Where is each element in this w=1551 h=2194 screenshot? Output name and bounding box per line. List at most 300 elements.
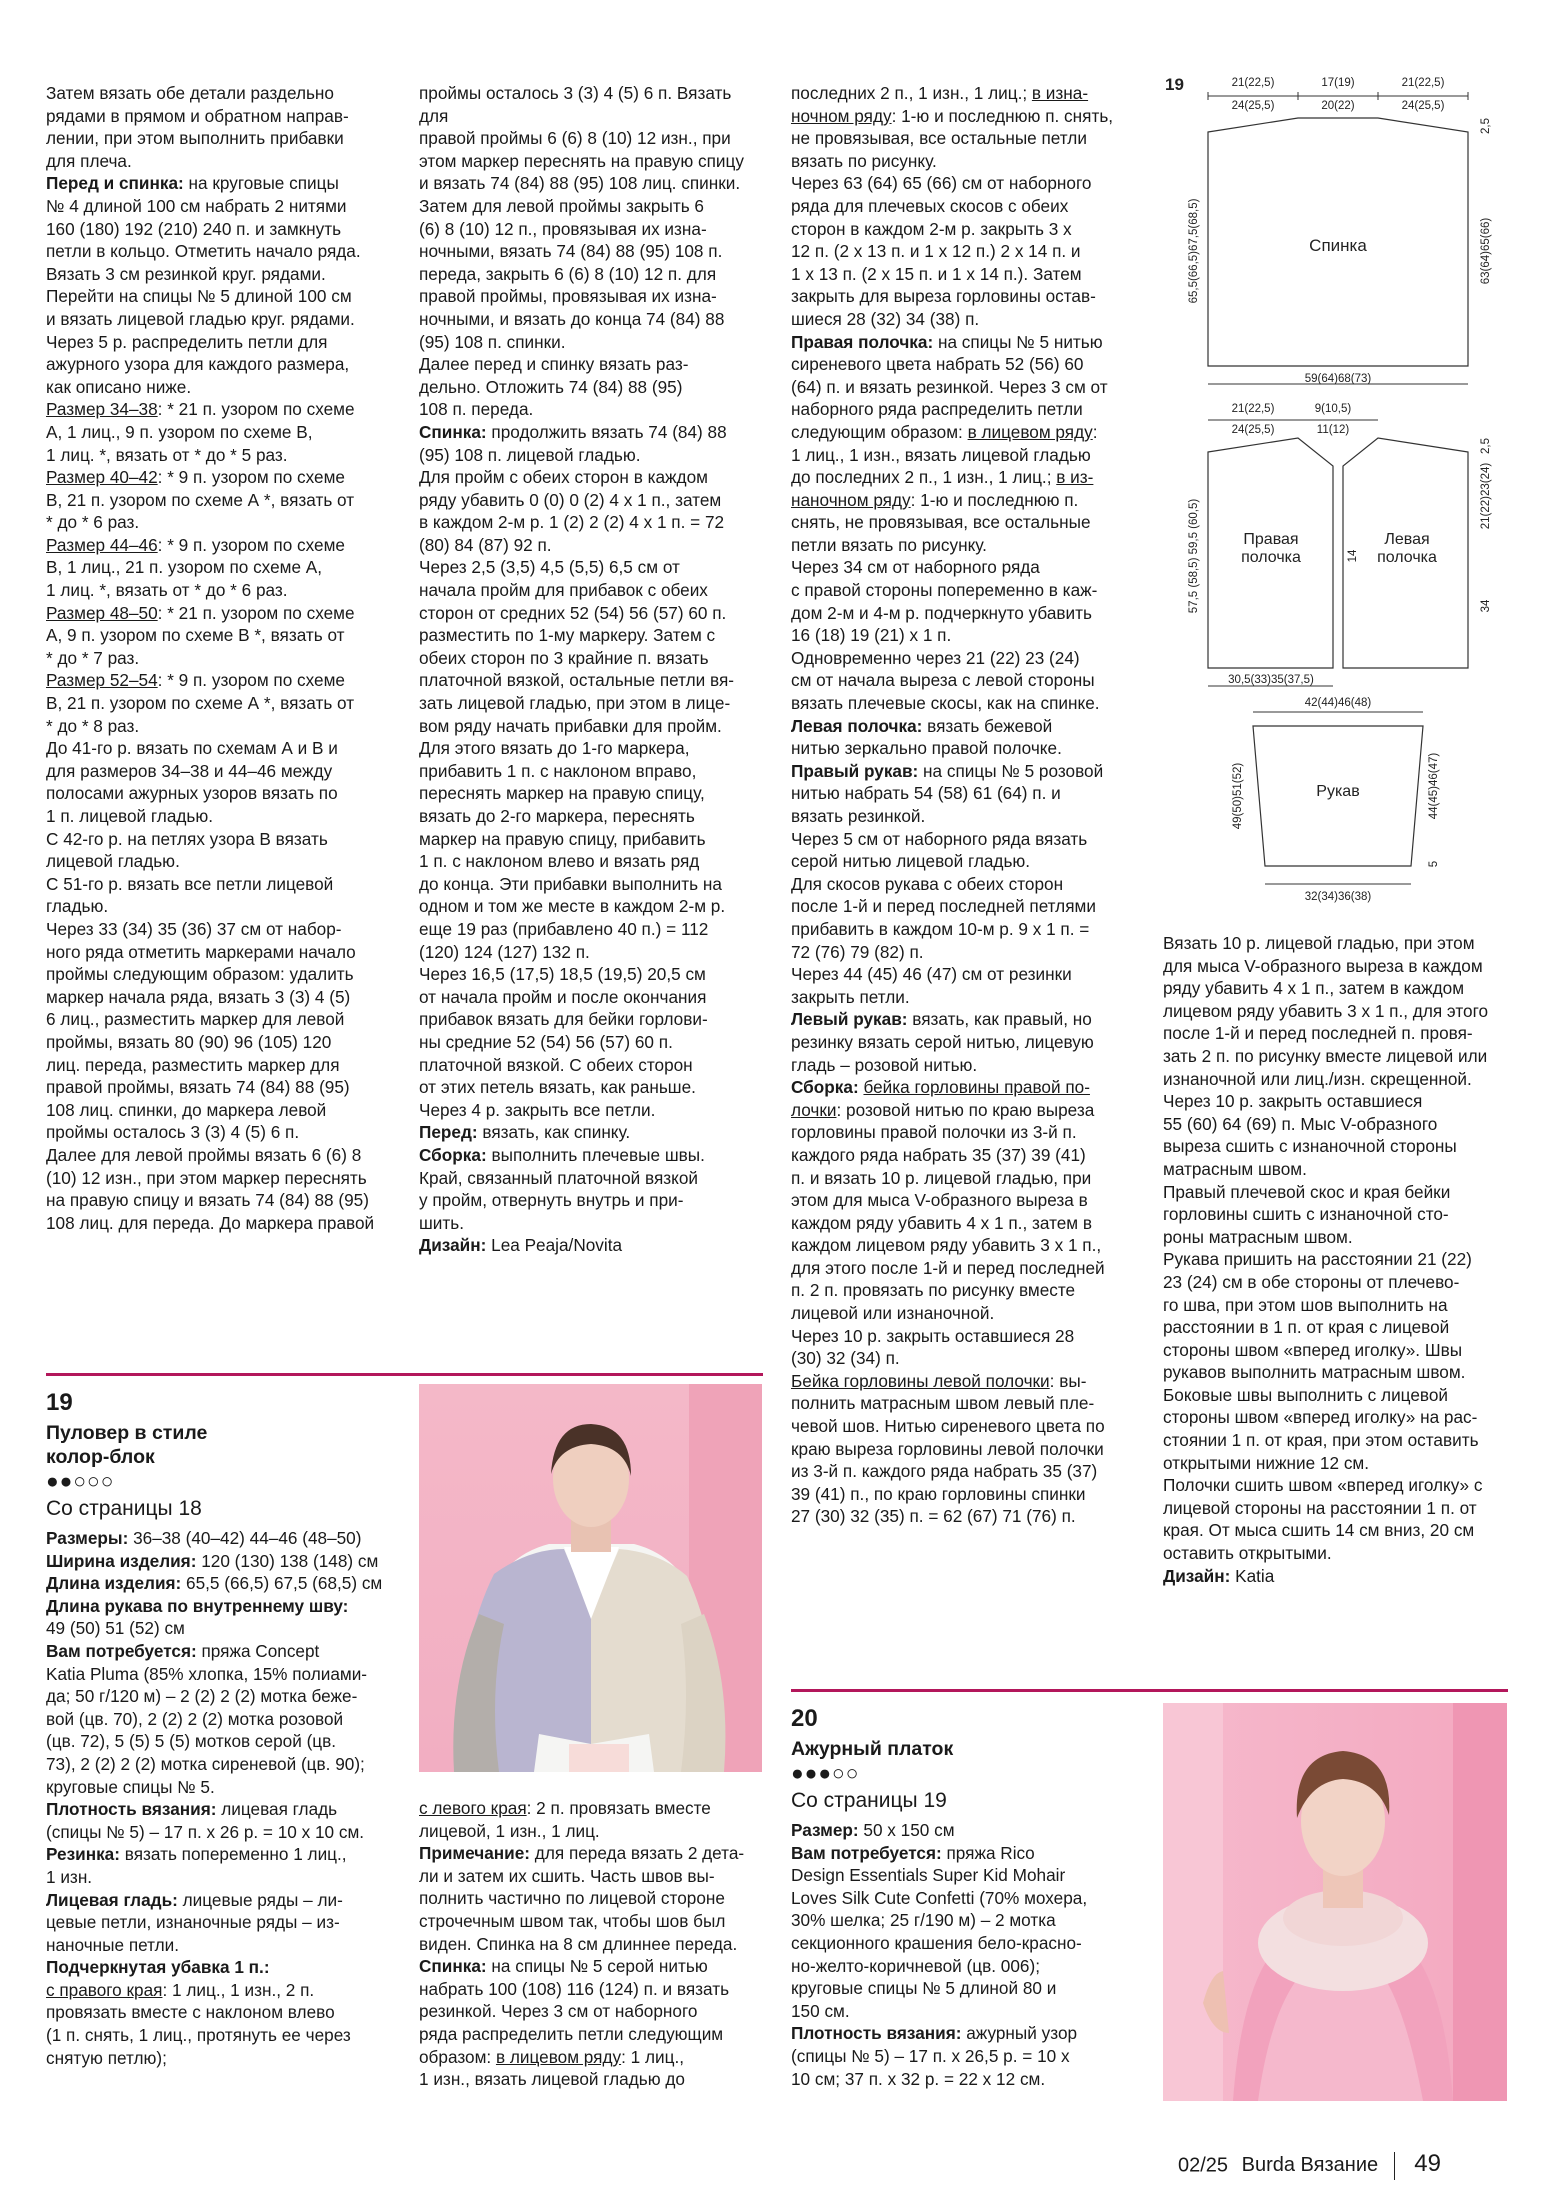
text-line: нитью зеркально правой полочке. [791, 738, 1062, 759]
text-line: (цв. 72), 5 (5) 5 (5) мотков серой (цв. [46, 1731, 337, 1752]
project-19-specs [46, 1527, 396, 2069]
text-line: Через 10 р. закрыть оставшиеся [1163, 1091, 1423, 1112]
text-line: горловины сшить с изнаночной сто- [1163, 1204, 1449, 1225]
text-line: Размер 34–38: * 21 п. узором по схеме [46, 399, 355, 420]
text-line: Длина рукава по внутреннему шву: [46, 1595, 349, 1616]
text-line: ны средние 52 (54) 56 (57) 60 п. [419, 1031, 673, 1052]
svg-text:24(25,5): 24(25,5) [1231, 100, 1275, 112]
svg-text:21(22,5): 21(22,5) [1231, 77, 1275, 89]
magazine-name: Burda Вязание [1241, 2154, 1379, 2177]
text-line: как описано ниже. [46, 376, 192, 397]
project-title: Ажурный платок [791, 1738, 954, 1760]
text-line: ряда распределить петли следующим [419, 2023, 724, 2044]
text-line: этом маркер переснять на правую спицу [419, 150, 744, 171]
svg-text:44(45)46(47): 44(45)46(47) [1428, 752, 1440, 820]
svg-text:21(22)23(24): 21(22)23(24) [1480, 462, 1492, 530]
text-line: 16 (18) 19 (21) х 1 п. [791, 625, 952, 646]
svg-text:2,5: 2,5 [1480, 438, 1492, 454]
text-line: Бейка горловины левой полочки: вы- [791, 1370, 1087, 1391]
text-line: зать лицевой гладью, при этом в лице- [419, 693, 731, 714]
text-line: прибавить 1 п. с наклоном вправо, [419, 760, 697, 781]
text-line: Ширина изделия: 120 (130) 138 (148) см [46, 1550, 379, 1571]
project-title: Пуловер в стиле [46, 1422, 208, 1444]
page-number: 49 [1414, 2150, 1441, 2178]
text-line: разместить по 1-му маркеру. Затем с [419, 625, 716, 646]
text-line: ли и затем их сшить. Часть швов вы- [419, 1865, 715, 1886]
text-line: снятую петлю); [46, 2047, 167, 2068]
svg-text:34: 34 [1480, 599, 1492, 613]
text-line: * до * 6 раз. [46, 512, 140, 533]
text-line: роны матрасным швом. [1163, 1226, 1353, 1247]
text-line: ночными, и вязать до конца 74 (84) 88 [419, 308, 725, 329]
svg-text:21(22,5): 21(22,5) [1401, 77, 1445, 89]
text-line: Плотность вязания: ажурный узор [791, 2023, 1078, 2044]
text-line: лицевой гладью. [46, 851, 180, 872]
text-line: А, 9 п. узором по схеме В *, вязать от [46, 625, 345, 646]
text-line: Размер 44–46: * 9 п. узором по схеме [46, 534, 345, 555]
svg-text:5: 5 [1428, 860, 1440, 868]
text-line: Через 63 (64) 65 (66) см от наборного [791, 173, 1092, 194]
text-line: вязать плечевые скосы, как на спинке. [791, 693, 1100, 714]
svg-text:57,5 (58,5) 59,5 (60,5): 57,5 (58,5) 59,5 (60,5) [1188, 498, 1200, 614]
text-line: цевые петли, изнаночные ряды – из- [46, 1912, 340, 1933]
text-line: Одновременно через 21 (22) 23 (24) [791, 647, 1080, 668]
text-line: Размер 48–50: * 21 п. узором по схеме [46, 602, 355, 623]
text-line: для мыса V-образного выреза в каждом [1163, 955, 1483, 976]
text-line: набрать 100 (108) 116 (124) п. и вязать [419, 1978, 730, 1999]
text-line: Край, связанный платочной вязкой [419, 1167, 699, 1188]
text-line: резинкой. Через 3 см от наборного [419, 2001, 698, 2022]
text-line: Спинка: на спицы № 5 серой нитью [419, 1956, 708, 1977]
text-line: и вязать 74 (84) 88 (95) 108 лиц. спинки. [419, 173, 741, 194]
text-line: Левая полочка: вязать бежевой [791, 715, 1053, 736]
back-label: Спинка [1309, 236, 1367, 255]
project-number: 19 [46, 1389, 73, 1416]
text-column-2-bottom [419, 1797, 763, 2091]
text-line: А, 1 лиц., 9 п. узором по схеме В, [46, 421, 313, 442]
text-column-4 [1163, 932, 1508, 1587]
text-line: 1 х 13 п. (2 х 15 п. и 1 х 14 п.). Затем [791, 263, 1082, 284]
text-line: края. От мыса сшить 14 см вниз, 20 см [1163, 1520, 1475, 1541]
text-line: 150 см. [791, 2000, 850, 2021]
photo-shawl [1163, 1703, 1507, 2101]
text-line: еще 19 раз (прибавлено 40 п.) = 112 [419, 918, 709, 939]
text-line: лочки: розовой нитью по краю выреза [791, 1099, 1095, 1120]
text-line: В, 21 п. узором по схеме А *, вязать от [46, 489, 355, 510]
text-line: Размер: 50 х 150 см [791, 1820, 955, 1840]
text-line: платочной вязкой. С обеих сторон [419, 1054, 693, 1075]
text-line: Вязать 10 р. лицевой гладью, при этом [1163, 933, 1475, 953]
text-line: полнить матрасным швом левый пле- [791, 1393, 1095, 1414]
text-line: Для скосов рукава с обеих сторон [791, 873, 1064, 894]
text-line: стороны швом «вперед иголку» на рас- [1163, 1407, 1478, 1428]
text-line: виден. Спинка на 8 см длиннее переда. [419, 1933, 738, 1954]
section-rule-20 [791, 1689, 1508, 1692]
text-line: сторон от средних 52 (54) 56 (57) 60 п. [419, 602, 727, 623]
section-rule-19 [46, 1373, 763, 1376]
text-line: Сборка: выполнить плечевые швы. [419, 1144, 705, 1165]
text-line: на правую спицу и вязать 74 (84) 88 (95) [46, 1190, 369, 1211]
text-line: проймы осталось 3 (3) 4 (5) 6 п. Вязать для [419, 83, 732, 126]
text-line: образом: в лицевом ряду: 1 лиц., [419, 2046, 685, 2067]
text-line: 1 п. лицевой гладью. [46, 806, 214, 826]
text-line: маркер начала ряда, вязать 3 (3) 4 (5) [46, 986, 351, 1007]
text-line: лицевом ряду убавить 3 х 1 п., для этого [1163, 1000, 1489, 1021]
text-line: (80) 84 (87) 92 п. [419, 534, 552, 555]
text-line: В, 21 п. узором по схеме А *, вязать от [46, 693, 355, 714]
text-line: 6 лиц., разместить маркер для левой [46, 1009, 345, 1030]
text-column-1 [46, 82, 391, 1234]
text-line: вязать до 2-го маркера, переснять [419, 806, 695, 826]
text-line: ряду убавить 0 (0) 0 (2) 4 х 1 п., затем [419, 489, 722, 510]
text-line: вязать по рисунку. [791, 150, 937, 171]
text-line: 23 (24) см в обе стороны от плечево- [1163, 1271, 1460, 1292]
svg-text:63(64)65(66): 63(64)65(66) [1480, 217, 1492, 285]
text-line: ряда для плечевых скосов с обеих [791, 195, 1069, 216]
photo-pullover [419, 1384, 762, 1772]
text-line: петли вязать по рисунку. [791, 534, 987, 555]
text-line: 1 изн. [46, 1866, 93, 1887]
text-line: 160 (180) 192 (210) 240 п. и замкнуть [46, 218, 342, 239]
text-line: провязать вместе с наклоном влево [46, 2002, 335, 2023]
text-line: каждом ряду убавить 4 х 1 п., затем в [791, 1212, 1093, 1233]
text-line: резинку вязать серой нитью, лицевую [791, 1031, 1094, 1052]
text-line: да; 50 г/120 м) – 2 (2) 2 (2) мотка беже- [46, 1686, 358, 1707]
text-line: выреза сшить с изнаночной стороны [1163, 1136, 1457, 1157]
text-line: полнить частично по лицевой стороне [419, 1888, 725, 1909]
issue-number: 02/25 [1178, 2154, 1229, 2177]
text-line: каждого ряда набрать 35 (37) 39 (41) [791, 1144, 1086, 1165]
svg-text:14: 14 [1347, 549, 1359, 563]
difficulty-rating: ●●○○○ [46, 1470, 115, 1493]
text-line: краю выреза горловины левой полочки [791, 1438, 1104, 1459]
text-line: (120) 124 (127) 132 п. [419, 941, 590, 962]
svg-text:49(50)51(52): 49(50)51(52) [1232, 762, 1244, 830]
text-line: стороны швом «вперед иголку». Швы [1163, 1339, 1463, 1360]
text-line: лицевой или изнаночной. [791, 1303, 995, 1324]
text-line: Дизайн: Lea Peaja/Novita [419, 1235, 623, 1256]
text-line: 108 лиц. для переда. До маркера правой [46, 1212, 375, 1233]
svg-text:59(64)68(73): 59(64)68(73) [1304, 373, 1372, 385]
text-line: для размеров 34–38 и 44–46 между [46, 760, 333, 781]
text-line: шить. [419, 1212, 464, 1233]
text-line: до конца. Эти прибавки выполнить на [419, 873, 722, 894]
text-line: Затем вязать обе детали раздельно [46, 83, 334, 103]
text-line: (95) 108 п. лицевой гладью. [419, 444, 641, 465]
text-line: Через 34 см от наборного ряда [791, 557, 1040, 578]
text-line: проймы следующим образом: удалить [46, 964, 354, 985]
text-column-3 [791, 82, 1135, 1528]
text-line: петли в кольцо. Отметить начало ряда. [46, 241, 361, 262]
source-page: Со страницы 18 [46, 1497, 202, 1520]
text-line: после 1-й и перед последней п. провя- [1163, 1023, 1473, 1044]
text-line: Перед и спинка: на круговые спицы [46, 173, 339, 194]
svg-text:9(10,5): 9(10,5) [1314, 403, 1352, 415]
text-line: ажурного узора для каждого размера, [46, 354, 350, 375]
text-line: Далее для левой проймы вязать 6 (6) 8 [46, 1144, 362, 1165]
text-line: Боковые швы выполнить с лицевой [1163, 1384, 1448, 1405]
svg-text:42(44)46(48): 42(44)46(48) [1304, 697, 1372, 709]
text-line: Через 44 (45) 46 (47) см от резинки [791, 964, 1072, 985]
text-line: Через 33 (34) 35 (36) 37 см от набор- [46, 918, 342, 939]
text-line: открытыми нижние 12 см. [1163, 1452, 1369, 1473]
text-line: полосами ажурных узоров вязать по [46, 783, 338, 804]
text-line: см от начала выреза с левой стороны [791, 670, 1095, 691]
text-line: ного ряда отметить маркерами начало [46, 941, 356, 962]
svg-text:24(25,5): 24(25,5) [1401, 100, 1445, 112]
text-line: Длина изделия: 65,5 (66,5) 67,5 (68,5) см [46, 1573, 383, 1594]
text-line: (10) 12 изн., при этом маркер переснять [46, 1167, 367, 1188]
text-line: Перед: вязать, как спинку. [419, 1122, 631, 1143]
text-line: Левый рукав: вязать, как правый, но [791, 1009, 1092, 1030]
text-line: 12 п. (2 х 13 п. и 1 х 12 п.) 2 х 14 п. и [791, 241, 1081, 262]
text-line: снять, не провязывая, все остальные [791, 512, 1091, 533]
text-line: гладью. [46, 896, 109, 917]
text-line: горловины правой полочки из 3-й п. [791, 1122, 1077, 1143]
text-line: Katia Pluma (85% хлопка, 15% полиами- [46, 1663, 368, 1684]
text-line: с правого края: 1 лиц., 1 изн., 2 п. [46, 1979, 315, 2000]
text-line: (1 п. снять, 1 лиц., протянуть ее через [46, 2025, 351, 2046]
text-line: Через 10 р. закрыть оставшиеся 28 [791, 1325, 1075, 1346]
text-line: 39 (41) п., по краю горловины спинки [791, 1483, 1086, 1504]
text-line: наночные петли. [46, 1934, 180, 1955]
text-line: последних 2 п., 1 изн., 1 лиц.; в изна- [791, 83, 1089, 103]
text-line: наночном ряду: 1-ю и последнюю п. [791, 489, 1079, 510]
text-line: В, 1 лиц., 21 п. узором по схеме А, [46, 557, 323, 578]
text-line: переда, закрыть 6 (6) 8 (10) 12 п. для [419, 263, 717, 284]
text-line: № 4 длиной 100 см набрать 2 нитями [46, 195, 347, 216]
text-line: одном и том же месте в каждом 2-м р. [419, 896, 726, 917]
footer-divider [1394, 2152, 1395, 2180]
text-line: следующим образом: в лицевом ряду: [791, 421, 1098, 442]
svg-text:2,5: 2,5 [1480, 118, 1492, 134]
text-line: вом ряду начать прибавки для пройм. [419, 715, 722, 736]
text-line: Далее перед и спинку вязать раз- [419, 354, 689, 375]
svg-text:17(19): 17(19) [1321, 77, 1355, 89]
text-line: нитью набрать 54 (58) 61 (64) п. и [791, 783, 1061, 804]
text-line: Полочки сшить швом «вперед иголку» с [1163, 1475, 1483, 1496]
text-line: вой (цв. 70), 2 (2) 2 (2) мотка розовой [46, 1708, 344, 1729]
text-line: До 41-го р. вязать по схемам А и В и [46, 738, 338, 759]
text-line: С 51-го р. вязать все петли лицевой [46, 873, 334, 894]
svg-text:11(12): 11(12) [1316, 424, 1350, 436]
text-line: маркер на правую спицу, прибавить [419, 828, 706, 849]
text-line: стоянии 1 п. от края, при этом оставить [1163, 1430, 1479, 1451]
text-line: правой проймы 6 (6) 8 (10) 12 изн., при [419, 128, 731, 149]
project-20-specs [791, 1819, 1141, 2090]
text-line: от этих петель вязать, как раньше. [419, 1077, 696, 1098]
svg-text:32(34)36(38): 32(34)36(38) [1304, 891, 1372, 903]
text-line: Сборка: бейка горловины правой по- [791, 1077, 1090, 1098]
text-line: Через 2,5 (3,5) 4,5 (5,5) 6,5 см от [419, 557, 680, 578]
text-line: (6) 8 (10) 12 п., провязывая их изна- [419, 218, 707, 239]
text-line: для плеча. [46, 150, 132, 171]
text-line: 108 п. переда. [419, 399, 534, 420]
text-line: матрасным швом. [1163, 1158, 1307, 1179]
text-line: секционного крашения бело-красно- [791, 1932, 1082, 1953]
text-line: серой нитью лицевой гладью. [791, 851, 1031, 872]
text-line: Рукава пришить на расстоянии 21 (22) [1163, 1249, 1472, 1270]
text-line: (30) 32 (34) п. [791, 1348, 900, 1369]
text-line: Через 16,5 (17,5) 18,5 (19,5) 20,5 см [419, 964, 706, 985]
svg-text:Рукав: Рукав [1316, 783, 1360, 800]
schematic-diagram [1163, 66, 1508, 926]
svg-text:20(22): 20(22) [1321, 100, 1355, 112]
text-line: 30% шелка; 25 г/190 м) – 2 мотка [791, 1910, 1056, 1931]
source-page: Со страницы 19 [791, 1789, 947, 1812]
text-line: Размеры: 36–38 (40–42) 44–46 (48–50) [46, 1528, 362, 1548]
text-line: лицевой, 1 изн., 1 лиц. [419, 1820, 600, 1841]
text-line: ночном ряду: 1-ю и последнюю п. снять, [791, 105, 1114, 126]
svg-text:65,5(66,5)67,5(68,5): 65,5(66,5)67,5(68,5) [1188, 198, 1200, 304]
text-line: переснять маркер на правую спицу, [419, 783, 705, 804]
text-line: Лицевая гладь: лицевые ряды – ли- [46, 1889, 343, 1910]
text-line: 49 (50) 51 (52) см [46, 1618, 185, 1639]
text-line: оставить открытыми. [1163, 1543, 1332, 1564]
text-line: Через 5 см от наборного ряда вязать [791, 828, 1088, 849]
text-line: сиреневого цвета набрать 52 (56) 60 [791, 354, 1084, 375]
svg-text:21(22,5): 21(22,5) [1231, 403, 1275, 415]
text-line: закрыть петли. [791, 986, 910, 1007]
svg-text:полочка: полочка [1377, 549, 1437, 566]
text-line: проймы, вязать 80 (90) 96 (105) 120 [46, 1031, 332, 1052]
text-line: Вязать 3 см резинкой круг. рядами. [46, 263, 326, 284]
text-line: после 1-й и перед последней петлями [791, 896, 1096, 917]
text-line: 10 см; 37 п. х 32 р. = 22 х 12 см. [791, 2068, 1046, 2089]
text-line: 27 (30) 32 (35) п. = 62 (67) 71 (76) п. [791, 1506, 1076, 1527]
text-line: * до * 8 раз. [46, 715, 140, 736]
text-line: сторон в каждом 2-м р. закрыть 3 х [791, 218, 1072, 239]
text-line: с правой стороны попеременно в каж- [791, 580, 1098, 601]
text-line: Правый рукав: на спицы № 5 розовой [791, 760, 1104, 781]
text-line: (спицы № 5) – 17 п. х 26 р. = 10 х 10 см. [46, 1821, 365, 1842]
text-line: Подчеркнутая убавка 1 п.: [46, 1957, 270, 1978]
text-line: изнаночной или лиц./изн. скрещенной. [1163, 1068, 1472, 1089]
project-20-header [791, 1705, 1141, 2090]
text-line: Затем для левой проймы закрыть 6 [419, 195, 704, 216]
text-line: платочной вязкой, остальные петли вя- [419, 670, 735, 691]
text-line: Плотность вязания: лицевая гладь [46, 1799, 338, 1820]
text-line: прибавить в каждом 10-м р. 9 х 1 п. = [791, 918, 1090, 939]
text-line: Через 5 р. распределить петли для [46, 331, 328, 352]
project-19-header [46, 1389, 396, 2069]
text-line: 1 изн., вязать лицевой гладью до [419, 2069, 685, 2090]
text-line: лении, при этом выполнить прибавки [46, 128, 344, 149]
text-line: но-желто-коричневой (цв. 006); [791, 1955, 1040, 1976]
text-line: и вязать лицевой гладью круг. рядами. [46, 308, 355, 329]
text-line: начала пройм для прибавок с обеих [419, 580, 708, 601]
text-line: прибавок вязать для бейки горлови- [419, 1009, 708, 1030]
text-line: лицевой стороны на расстоянии 1 п. от [1163, 1497, 1477, 1518]
text-line: этом для мыса V-образного выреза в [791, 1190, 1088, 1211]
text-line: правой проймы, вязать 74 (84) 88 (95) [46, 1077, 350, 1098]
text-line: 108 лиц. спинки, до маркера левой [46, 1099, 327, 1120]
text-line: Правая полочка: на спицы № 5 нитью [791, 331, 1103, 352]
text-line: Через 4 р. закрыть все петли. [419, 1099, 656, 1120]
text-line: от начала пройм и после окончания [419, 986, 707, 1007]
text-line: Вам потребуется: пряжа Rico [791, 1842, 1035, 1863]
text-line: Для этого вязать до 1-го маркера, [419, 738, 690, 759]
text-line: го шва, при этом шов выполнить на [1163, 1294, 1448, 1315]
project-title-line2: колор-блок [46, 1446, 155, 1468]
text-line: расстоянии в 1 п. от края с лицевой [1163, 1317, 1450, 1338]
svg-text:30,5(33)35(37,5): 30,5(33)35(37,5) [1228, 674, 1314, 686]
text-line: дельно. Отложить 74 (84) 88 (95) [419, 376, 683, 397]
text-line: (95) 108 п. спинки. [419, 331, 566, 352]
text-line: с левого края: 2 п. провязать вместе [419, 1798, 711, 1818]
text-line: (64) п. и вязать резинкой. Через 3 см от [791, 376, 1108, 397]
text-line: Примечание: для переда вязать 2 дета- [419, 1843, 745, 1864]
svg-text:полочка: полочка [1241, 549, 1301, 566]
diagram-number: 19 [1165, 75, 1184, 94]
text-line: шиеся 28 (32) 34 (38) п. [791, 308, 980, 329]
svg-text:Левая: Левая [1384, 531, 1430, 548]
text-line: гладь – розовой нитью. [791, 1054, 978, 1075]
text-line: каждом лицевом ряду убавить 3 х 1 п., [791, 1235, 1102, 1256]
text-line: в каждом 2-м р. 1 (2) 2 (2) 4 х 1 п. = 72 [419, 512, 725, 533]
text-line: 1 лиц., 1 изн., вязать лицевой гладью [791, 444, 1091, 465]
text-line: закрыть для выреза горловины остав- [791, 286, 1096, 307]
text-line: проймы осталось 3 (3) 4 (5) 6 п. [46, 1122, 300, 1143]
project-number: 20 [791, 1705, 818, 1732]
text-line: у пройм, отвернуть внутрь и при- [419, 1190, 684, 1211]
text-line: дом 2-м и 4-м р. подчеркнуто убавить [791, 602, 1092, 623]
text-line: из 3-й п. каждого ряда набрать 35 (37) [791, 1461, 1098, 1482]
text-line: Правый плечевой скос и края бейки [1163, 1181, 1451, 1202]
text-line: п. 2 п. провязать по рисунку вместе [791, 1280, 1076, 1301]
text-line: 72 (76) 79 (82) п. [791, 941, 924, 962]
text-line: Дизайн: Katia [1163, 1565, 1275, 1586]
text-line: наборного ряда распределить петли [791, 399, 1083, 420]
text-line: для этого после 1-й и перед последней [791, 1257, 1105, 1278]
text-line: обеих сторон по 3 крайние п. вязать [419, 647, 709, 668]
text-line: Резинка: вязать попеременно 1 лиц., [46, 1844, 347, 1865]
text-line: вязать резинкой. [791, 806, 926, 826]
text-line: рядами в прямом и обратном направ- [46, 105, 349, 126]
text-line: Для пройм с обеих сторон в каждом [419, 467, 708, 488]
text-line: правой проймы, провязывая их изна- [419, 286, 717, 307]
text-line: * до * 7 раз. [46, 647, 140, 668]
text-line: строчечным швом так, чтобы шов был [419, 1910, 726, 1931]
text-line: лиц. переда, разместить маркер для [46, 1054, 340, 1075]
text-line: (спицы № 5) – 17 п. х 26,5 р. = 10 х [791, 2045, 1070, 2066]
text-line: Перейти на спицы № 5 длиной 100 см [46, 286, 352, 307]
text-line: 55 (60) 64 (69) п. Мыс V-образного [1163, 1113, 1438, 1134]
text-line: Размер 52–54: * 9 п. узором по схеме [46, 670, 345, 691]
text-line: круговые спицы № 5. [46, 1776, 215, 1797]
text-column-2 [419, 82, 763, 1257]
svg-text:24(25,5): 24(25,5) [1231, 424, 1275, 436]
text-line: Design Essentials Super Kid Mohair [791, 1865, 1066, 1886]
text-line: круговые спицы № 5 длиной 80 и [791, 1978, 1057, 1999]
text-line: 1 лиц. *, вязать от * до * 5 раз. [46, 444, 288, 465]
text-line: зать 2 п. по рисунку вместе лицевой или [1163, 1045, 1488, 1066]
text-line: 1 п. с наклоном влево и вязать ряд [419, 851, 700, 872]
text-line: Размер 40–42: * 9 п. узором по схеме [46, 467, 345, 488]
text-line: С 42-го р. на петлях узора В вязать [46, 828, 328, 849]
text-line: п. и вязать 10 р. лицевой гладью, при [791, 1167, 1092, 1188]
text-line: 1 лиц. *, вязать от * до * 6 раз. [46, 580, 288, 601]
text-line: Спинка: продолжить вязать 74 (84) 88 [419, 421, 727, 442]
text-line: до последних 2 п., 1 изн., 1 лиц.; в из- [791, 467, 1094, 488]
page-footer [1178, 2152, 1441, 2180]
text-line: Вам потребуется: пряжа Concept [46, 1640, 320, 1661]
difficulty-rating: ●●●○○ [791, 1762, 860, 1785]
text-line: чевой шов. Нитью сиреневого цвета по [791, 1416, 1105, 1437]
text-line: рукавов выполнить матрасным швом. [1163, 1362, 1466, 1383]
text-line: ночными, вязать 74 (84) 88 (95) 108 п. [419, 241, 723, 262]
text-line: ряду убавить 4 х 1 п., затем в каждом [1163, 978, 1465, 999]
